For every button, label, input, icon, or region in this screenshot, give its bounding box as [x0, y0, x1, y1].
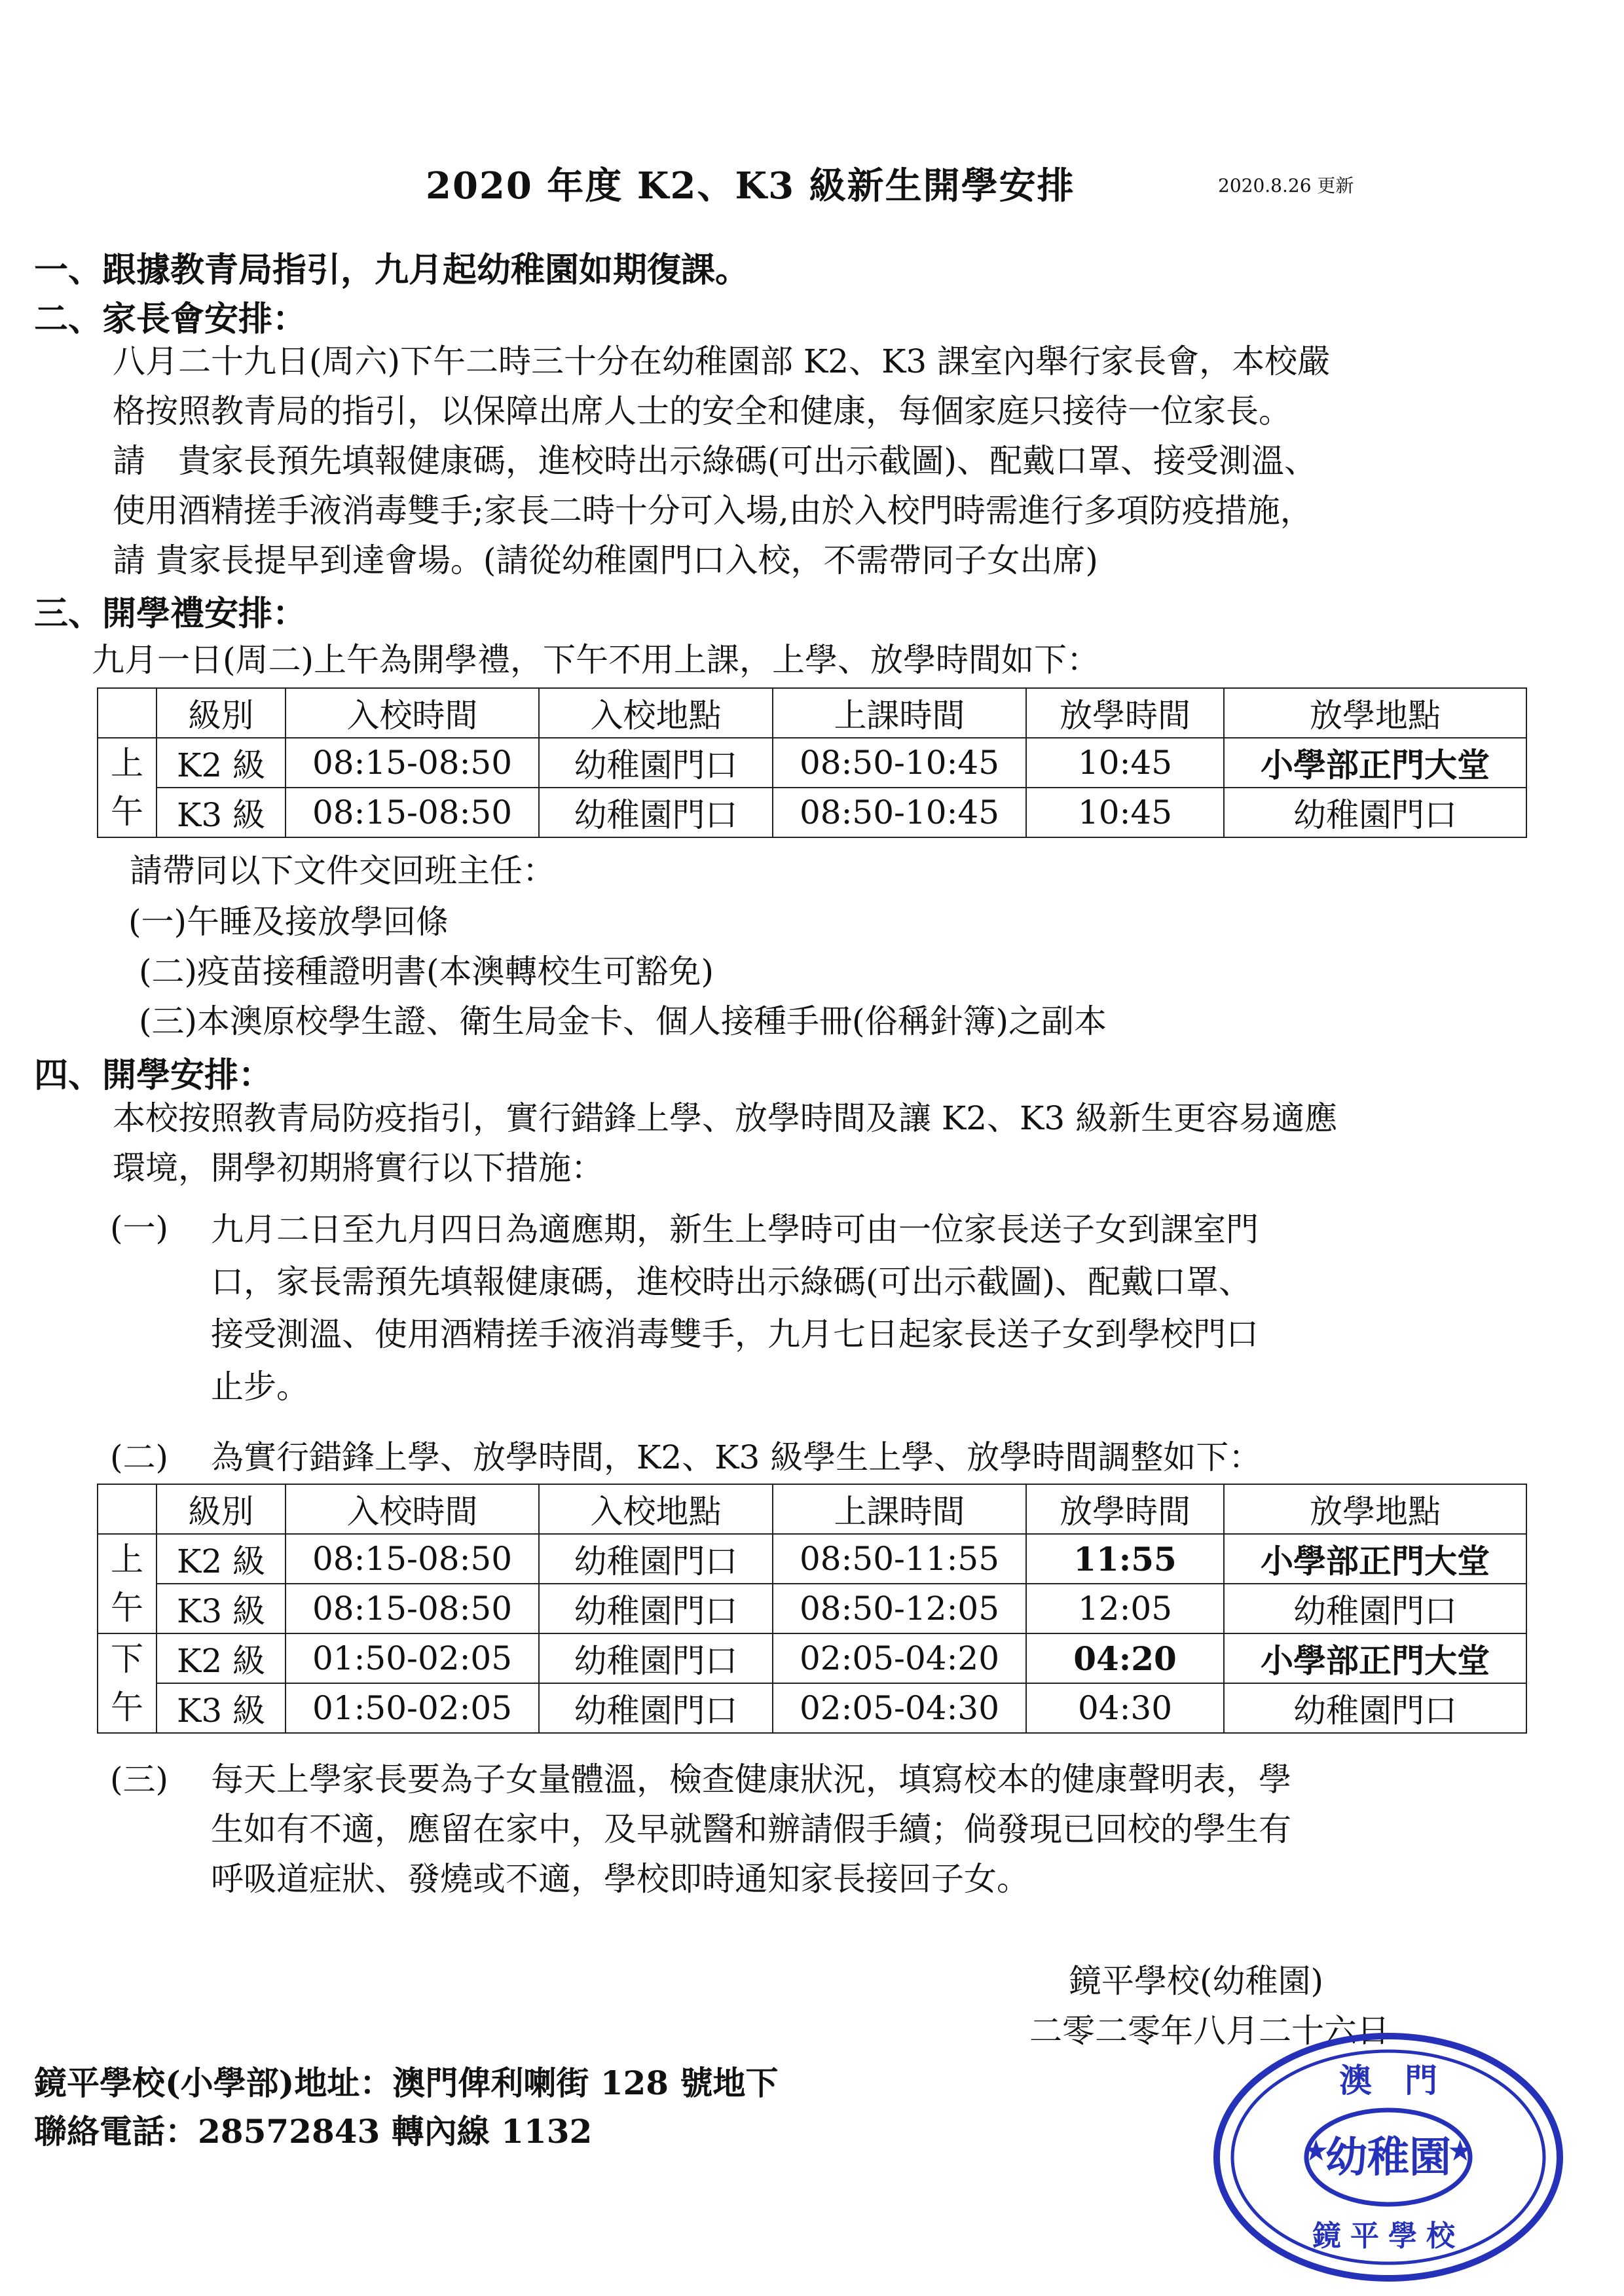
text-line: 九月二日至九月四日為適應期，新生上學時可由一位家長送子女到課室門	[211, 1211, 1259, 1248]
table-cell: 11:55	[1026, 1534, 1224, 1584]
signature-date: 二零二零年八月二十六日	[1029, 2012, 1390, 2050]
star-icon: ★	[1447, 2134, 1473, 2168]
section-1: 一、跟據教青局指引，九月起幼稚園如期復課。	[34, 250, 750, 290]
section-2-body	[113, 337, 1330, 585]
table-cell: 04:30	[1026, 1683, 1224, 1733]
section-4-heading: 四、開學安排：	[34, 1055, 273, 1095]
item-3-label: (三)	[110, 1760, 169, 1798]
table-cell: K3 級	[157, 788, 286, 837]
table-cell: 10:45	[1026, 738, 1224, 788]
table-header: 級別	[157, 1484, 286, 1534]
table-cell: 小學部正門大堂	[1224, 1633, 1526, 1683]
doc-item: (三)本澳原校學生證、衛生局金卡、個人接種手冊(俗稱針簿)之副本	[139, 1002, 1107, 1040]
table-row	[98, 1633, 1526, 1683]
seal-center-text: 幼稚園	[1325, 2133, 1451, 2182]
table-row	[98, 788, 1526, 837]
doc-item: (二)疫苗接種證明書(本澳轉校生可豁免)	[139, 953, 714, 991]
table-header-row	[98, 1484, 1526, 1534]
text-line: 呼吸道症狀、發燒或不適，學校即時通知家長接回子女。	[211, 1860, 1029, 1898]
table-cell: K3 級	[157, 1584, 286, 1633]
table-cell: 幼稚園門口	[1224, 1584, 1526, 1633]
table-row	[98, 1683, 1526, 1733]
section-4-intro	[113, 1093, 1337, 1193]
table-row	[98, 1534, 1526, 1584]
table-header: 放學地點	[1224, 1484, 1526, 1534]
footer-phone: 聯絡電話：28572843 轉內線 1132	[34, 2112, 593, 2151]
text-line: 接受測溫、使用酒精搓手液消毒雙手，九月七日起家長送子女到學校門口	[211, 1315, 1259, 1353]
table-cell: K2 級	[157, 738, 286, 788]
text-line: 每天上學家長要為子女量體溫，檢查健康狀況，填寫校本的健康聲明表，學	[211, 1760, 1291, 1798]
table-cell: 幼稚園門口	[539, 788, 773, 837]
table-cell: 08:15-08:50	[286, 1534, 539, 1584]
table-cell: 08:50-11:55	[773, 1534, 1026, 1584]
opening-day-schedule-table	[97, 687, 1527, 838]
table-cell: 小學部正門大堂	[1224, 738, 1526, 788]
table-cell: 04:20	[1026, 1633, 1224, 1683]
table-cell: 幼稚園門口	[1224, 1683, 1526, 1733]
text-line: 請 貴家長提早到達會場。(請從幼稚園門口入校，不需帶同子女出席)	[113, 541, 1098, 579]
table-cell: 08:50-10:45	[773, 788, 1026, 837]
table-cell: K2 級	[157, 1633, 286, 1683]
docs-intro: 請帶同以下文件交回班主任：	[130, 852, 555, 890]
table-cell: 小學部正門大堂	[1224, 1534, 1526, 1584]
pm-label: 下 午	[98, 1633, 157, 1733]
item-3-body	[211, 1755, 1291, 1904]
item-1-body	[211, 1203, 1259, 1413]
table-cell: K2 級	[157, 1534, 286, 1584]
table-header: 上課時間	[773, 1484, 1026, 1534]
table-header: 放學時間	[1026, 688, 1224, 738]
star-icon: ★	[1303, 2134, 1329, 2168]
page-title: 2020 年度 K2、K3 級新生開學安排	[426, 164, 1075, 208]
table-cell: 08:50-10:45	[773, 738, 1026, 788]
table-cell: 12:05	[1026, 1584, 1224, 1633]
text-line: 環境，開學初期將實行以下措施：	[113, 1149, 604, 1187]
table-header: 放學時間	[1026, 1484, 1224, 1534]
text-line: 請 貴家長預先填報健康碼，進校時出示綠碼(可出示截圖)、配戴口罩、接受測溫、	[113, 442, 1318, 480]
table-cell: 01:50-02:05	[286, 1633, 539, 1683]
table-cell: 幼稚園門口	[1224, 788, 1526, 837]
item-1-label: (一)	[110, 1209, 169, 1247]
table-header: 入校地點	[539, 688, 773, 738]
am-label: 上 午	[98, 738, 157, 837]
text-line: 止步。	[211, 1368, 309, 1406]
table-row	[98, 1584, 1526, 1633]
school-seal	[1205, 2026, 1572, 2288]
table-cell: 幼稚園門口	[539, 1584, 773, 1633]
table-cell: 08:15-08:50	[286, 1584, 539, 1633]
table-cell: 08:15-08:50	[286, 788, 539, 837]
update-date: 2020.8.26 更新	[1218, 175, 1354, 196]
item-2-label: (二)	[110, 1438, 169, 1476]
table-cell: 幼稚園門口	[539, 1534, 773, 1584]
section-3-intro: 九月一日(周二)上午為開學禮，下午不用上課，上學、放學時間如下：	[92, 641, 1100, 679]
table-header: 入校地點	[539, 1484, 773, 1534]
text-line: 口，家長需預先填報健康碼，進校時出示綠碼(可出示截圖)、配戴口罩、	[211, 1263, 1252, 1301]
table-header: 上課時間	[773, 688, 1026, 738]
text-line: 八月二十九日(周六)下午二時三十分在幼稚園部 K2、K3 課室內舉行家長會，本校嚴	[113, 342, 1331, 380]
text-line: 生如有不適，應留在家中，及早就醫和辦請假手續；倘發現已回校的學生有	[211, 1810, 1291, 1848]
seal-bottom-text: 鏡平學校	[1312, 2219, 1464, 2253]
table-cell	[98, 1484, 157, 1534]
table-row	[98, 738, 1526, 788]
staggered-schedule-table	[97, 1484, 1527, 1734]
table-cell: 02:05-04:20	[773, 1633, 1026, 1683]
section-3-heading: 三、開學禮安排：	[34, 594, 307, 634]
table-cell: 幼稚園門口	[539, 738, 773, 788]
table-header: 入校時間	[286, 1484, 539, 1534]
section-2-heading: 二、家長會安排：	[34, 299, 307, 339]
table-header: 級別	[157, 688, 286, 738]
text-line: 格按照教青局的指引，以保障出席人士的安全和健康，每個家庭只接待一位家長。	[113, 392, 1291, 430]
signature-school: 鏡平學校(幼稚園)	[1069, 1962, 1324, 2000]
table-header: 入校時間	[286, 688, 539, 738]
doc-item: (一)午睡及接放學回條	[128, 903, 449, 941]
text-line: 本校按照教青局防疫指引，實行錯鋒上學、放學時間及讓 K2、K3 級新生更容易適應	[113, 1099, 1338, 1137]
table-cell: 02:05-04:30	[773, 1683, 1026, 1733]
table-cell: K3 級	[157, 1683, 286, 1733]
table-cell: 10:45	[1026, 788, 1224, 837]
table-cell: 01:50-02:05	[286, 1683, 539, 1733]
footer-address: 鏡平學校(小學部)地址：澳門俾利喇街 128 號地下	[34, 2064, 779, 2102]
table-cell: 08:15-08:50	[286, 738, 539, 788]
table-header: 放學地點	[1224, 688, 1526, 738]
table-cell: 08:50-12:05	[773, 1584, 1026, 1633]
table-cell: 幼稚園門口	[539, 1683, 773, 1733]
am-label: 上 午	[98, 1534, 157, 1633]
item-2-body: 為實行錯鋒上學、放學時間，K2、K3 級學生上學、放學時間調整如下：	[211, 1438, 1262, 1476]
seal-top-text: 澳 門	[1339, 2061, 1437, 2100]
text-line: 使用酒精搓手液消毒雙手;家長二時十分可入場,由於入校門時需進行多項防疫措施，	[113, 492, 1313, 530]
table-cell: 幼稚園門口	[539, 1633, 773, 1683]
table-header-row	[98, 688, 1526, 738]
table-cell	[98, 688, 157, 738]
